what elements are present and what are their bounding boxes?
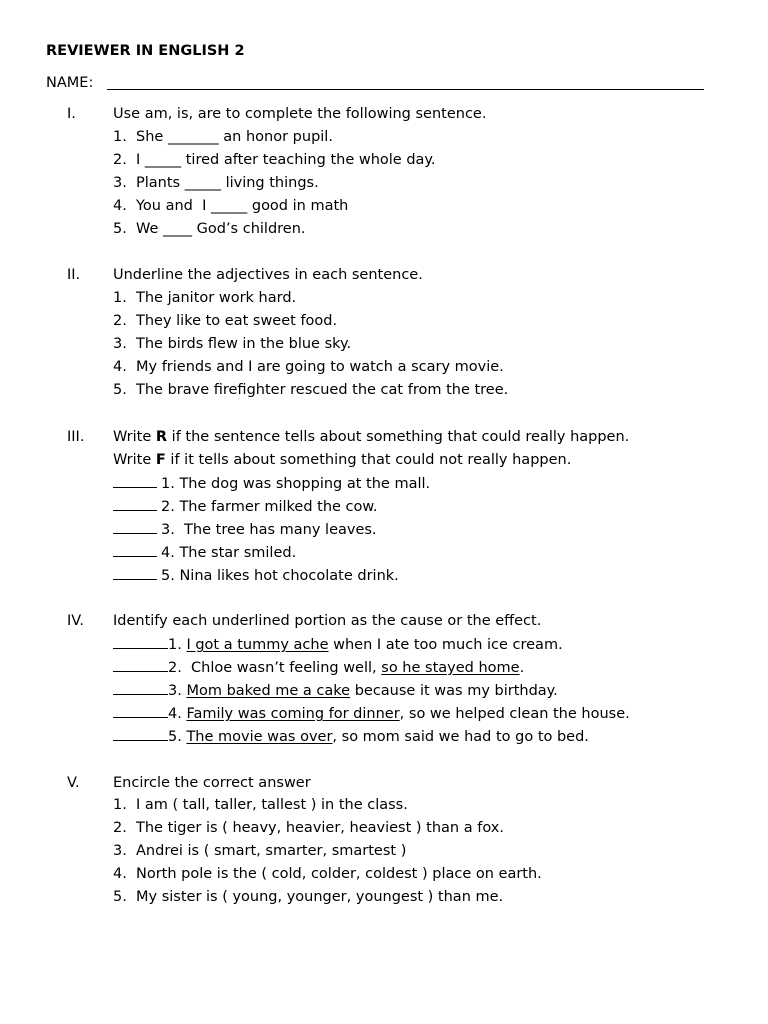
section-3-item: 1. The dog was shopping at the mall. xyxy=(113,473,430,494)
answer-blank xyxy=(113,634,168,649)
section-5-instruction: Encircle the correct answer xyxy=(113,775,311,791)
section-5-numeral: V. xyxy=(67,775,80,791)
section-4-item: 2. Chloe wasn’t feeling well, so he stayed home. xyxy=(113,657,524,678)
section-1-item: 3. Plants _____ living things. xyxy=(113,175,319,191)
name-field-line xyxy=(107,89,704,90)
answer-blank xyxy=(113,496,157,511)
section-2-item: 3. The birds flew in the blue sky. xyxy=(113,336,352,352)
answer-blank xyxy=(113,542,157,557)
section-4-item: 4. Family was coming for dinner, so we helped clean the house. xyxy=(113,703,630,724)
section-3-instruction-real: Write R if the sentence tells about something that could really happen. xyxy=(113,429,630,445)
section-5-item: 1. I am ( tall, taller, tallest ) in the class. xyxy=(113,797,408,813)
answer-blank xyxy=(113,726,168,741)
section-4-instruction: Identify each underlined portion as the cause or the effect. xyxy=(113,613,542,629)
answer-blank xyxy=(113,703,168,718)
section-4-numeral: IV. xyxy=(67,613,84,629)
section-5-item: 2. The tiger is ( heavy, heavier, heaviest ) than a fox. xyxy=(113,820,504,836)
section-3-item: 4. The star smiled. xyxy=(113,542,296,563)
section-2-instruction: Underline the adjectives in each sentence. xyxy=(113,267,423,283)
section-1-item: 5. We ____ God’s children. xyxy=(113,221,306,237)
answer-blank xyxy=(113,680,168,695)
section-1-instruction: Use am, is, are to complete the following sentence. xyxy=(113,106,487,122)
answer-blank xyxy=(113,657,168,672)
section-2-numeral: II. xyxy=(67,267,81,283)
section-1-item: 2. I _____ tired after teaching the whole day. xyxy=(113,152,436,168)
section-1-item: 4. You and I _____ good in math xyxy=(113,198,349,214)
section-3-numeral: III. xyxy=(67,429,85,445)
section-2-item: 2. They like to eat sweet food. xyxy=(113,313,338,329)
answer-blank xyxy=(113,473,157,488)
section-3-item: 2. The farmer milked the cow. xyxy=(113,496,378,517)
section-4-item: 5. The movie was over, so mom said we had to go to bed. xyxy=(113,726,589,747)
name-label: NAME: xyxy=(46,75,94,91)
section-1-item: 1. She _______ an honor pupil. xyxy=(113,129,333,145)
section-4-item: 1. I got a tummy ache when I ate too much ice cream. xyxy=(113,634,563,655)
section-3-instruction-fantasy: Write F if it tells about something that could not really happen. xyxy=(113,452,572,468)
page-title: REVIEWER IN ENGLISH 2 xyxy=(46,43,245,59)
section-2-item: 1. The janitor work hard. xyxy=(113,290,297,306)
section-4-item: 3. Mom baked me a cake because it was my birthday. xyxy=(113,680,558,701)
answer-blank xyxy=(113,519,157,534)
section-5-item: 4. North pole is the ( cold, colder, coldest ) place on earth. xyxy=(113,866,542,882)
section-3-item: 5. Nina likes hot chocolate drink. xyxy=(113,565,399,586)
section-5-item: 3. Andrei is ( smart, smarter, smartest ) xyxy=(113,843,407,859)
section-2-item: 5. The brave firefighter rescued the cat from the tree. xyxy=(113,382,509,398)
answer-blank xyxy=(113,565,157,580)
section-1-numeral: I. xyxy=(67,106,76,122)
section-3-item: 3. The tree has many leaves. xyxy=(113,519,377,540)
section-2-item: 4. My friends and I are going to watch a scary movie. xyxy=(113,359,504,375)
section-5-item: 5. My sister is ( young, younger, youngest ) than me. xyxy=(113,889,504,905)
